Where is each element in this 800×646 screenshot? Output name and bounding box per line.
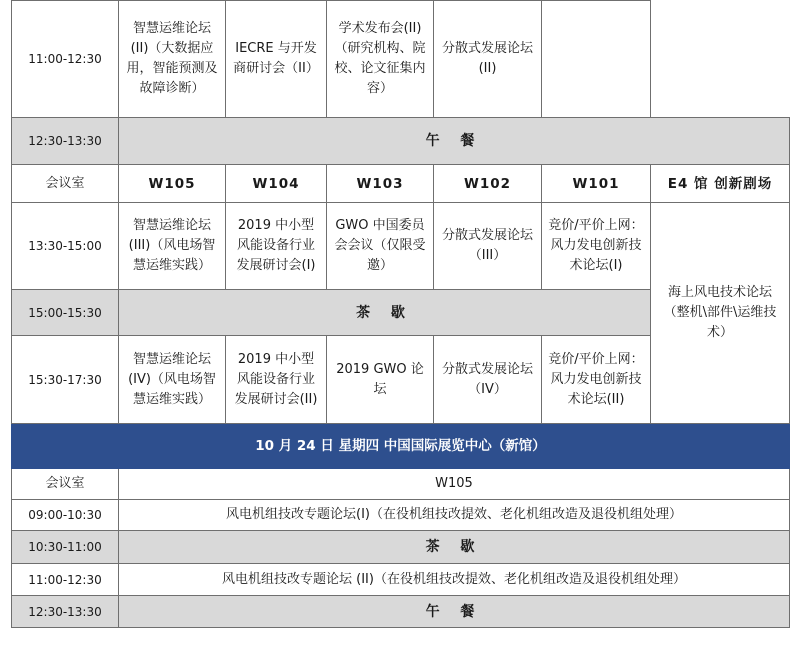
time-slot: 11:00-12:30 — [12, 564, 119, 596]
room-header: W104 — [226, 165, 327, 203]
session-row — [12, 564, 790, 596]
break-row — [12, 596, 790, 628]
date-banner: 10 月 24 日 星期四 中国国际展览中心（新馆） — [12, 424, 790, 469]
lunch-label: 午 餐 — [119, 596, 790, 628]
break-row — [12, 531, 790, 564]
time-slot: 12:30-13:30 — [12, 596, 119, 628]
room-header: W102 — [434, 165, 542, 203]
forum-cell: 竞价/平价上网：风力发电创新技术论坛(I) — [542, 203, 651, 290]
forum-cell: 竞价/平价上网：风力发电创新技术论坛(II) — [542, 336, 651, 424]
time-slot: 15:30-17:30 — [12, 336, 119, 424]
tea-break-label: 茶 歇 — [119, 531, 790, 564]
forum-cell: 分散式发展论坛（IV） — [434, 336, 542, 424]
forum-cell: 分散式发展论坛(II) — [434, 1, 542, 118]
forum-cell: 智慧运维论坛(III)（风电场智慧运维实践） — [119, 203, 226, 290]
forum-cell-offshore: 海上风电技术论坛（整机\部件\运维技术） — [651, 203, 790, 424]
session-row — [12, 203, 790, 290]
room-header: W105 — [119, 165, 226, 203]
time-slot: 13:30-15:00 — [12, 203, 119, 290]
session-row — [12, 500, 790, 531]
room-header: W101 — [542, 165, 651, 203]
date-banner-row — [12, 424, 790, 469]
lunch-label: 午 餐 — [119, 118, 790, 165]
room-header: W103 — [327, 165, 434, 203]
forum-cell: IECRE 与开发商研讨会（II） — [226, 1, 327, 118]
schedule-table — [11, 0, 790, 628]
time-slot: 12:30-13:30 — [12, 118, 119, 165]
forum-cell: 2019 中小型风能设备行业发展研讨会(I) — [226, 203, 327, 290]
time-slot: 10:30-11:00 — [12, 531, 119, 564]
room-header-row — [12, 165, 790, 203]
forum-cell: 智慧运维论坛(IV)（风电场智慧运维实践） — [119, 336, 226, 424]
forum-cell: 2019 中小型风能设备行业发展研讨会(II) — [226, 336, 327, 424]
room-header: E4 馆 创新剧场 — [651, 165, 790, 203]
time-slot: 15:00-15:30 — [12, 290, 119, 336]
room-header-label: 会议室 — [12, 165, 119, 203]
room-header-row — [12, 469, 790, 500]
session-row — [12, 1, 790, 118]
room-header-label: 会议室 — [12, 469, 119, 500]
time-slot: 11:00-12:30 — [12, 1, 119, 118]
break-row — [12, 118, 790, 165]
forum-cell: 风电机组技改专题论坛(I)（在役机组技改提效、老化机组改造及退役机组处理） — [119, 500, 790, 531]
forum-cell: 分散式发展论坛（III） — [434, 203, 542, 290]
time-slot: 09:00-10:30 — [12, 500, 119, 531]
empty-cell — [542, 1, 651, 118]
room-header: W105 — [119, 469, 790, 500]
forum-cell: 智慧运维论坛(II)（大数据应用，智能预测及故障诊断） — [119, 1, 226, 118]
tea-break-label: 茶 歇 — [119, 290, 651, 336]
forum-cell: 学术发布会(II)（研究机构、院校、论文征集内容） — [327, 1, 434, 118]
forum-cell: 2019 GWO 论坛 — [327, 336, 434, 424]
forum-cell: 风电机组技改专题论坛 (II)（在役机组技改提效、老化机组改造及退役机组处理） — [119, 564, 790, 596]
forum-cell: GWO 中国委员会会议（仅限受邀） — [327, 203, 434, 290]
